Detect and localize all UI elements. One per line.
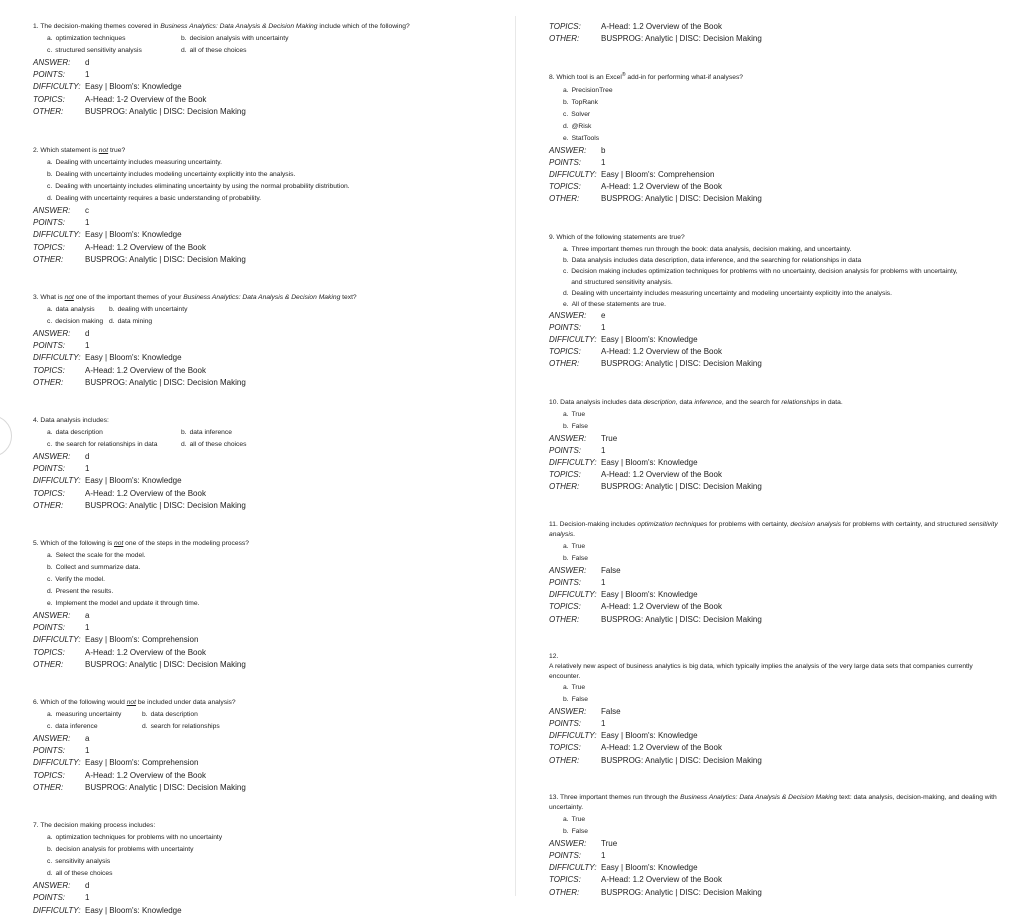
other-value: BUSPROG: Analytic | DISC: Decision Making <box>601 755 762 765</box>
options <box>549 409 999 433</box>
question-stem: 6. Which of the following would not be included under data analysis? <box>33 699 236 707</box>
other-value: BUSPROG: Analytic | DISC: Decision Making <box>85 254 246 264</box>
option-c: c. decision making <box>47 318 104 326</box>
answer-value: a <box>85 611 90 621</box>
question-13 <box>549 793 999 899</box>
option-a: a. True <box>563 410 586 418</box>
points-value: 1 <box>601 850 606 860</box>
question-2 <box>33 145 503 266</box>
option-b: b. data description <box>142 711 198 719</box>
question-meta: ANSWER: d POINTS: 1 DIFFICULTY: Easy | Bloom's: Knowledge TOPICS: A-Head: 1-2 Overview of the Book OTHER: BUSPROG: Analytic | DISC: Decision Making <box>33 57 503 118</box>
difficulty-value: Easy | Bloom's: Knowledge <box>601 731 698 741</box>
question-meta: ANSWER: d POINTS: 1 DIFFICULTY: Easy | Bloom's: Knowledge TOPICS: A-Head: 1.2 Overview of the Book OTHER: BUSPROG: Analytic | DISC: Decision Making <box>33 328 503 389</box>
option-d: d. @Risk <box>563 122 592 130</box>
answer-value: True <box>601 838 618 848</box>
option-a: a. True <box>563 815 586 823</box>
question-stem: 5. Which of the following is not one of the steps in the modeling process? <box>33 540 249 548</box>
difficulty-value: Easy | Bloom's: Knowledge <box>85 353 182 363</box>
question-meta: ANSWER: e POINTS: 1 DIFFICULTY: Easy | Bloom's: Knowledge TOPICS: A-Head: 1.2 Overview of the Book OTHER: BUSPROG: Analytic | DISC: Decision Making <box>549 310 999 371</box>
options <box>33 550 503 610</box>
other-value: BUSPROG: Analytic | DISC: Decision Making <box>601 887 762 897</box>
question-stem: 11. Decision-making includes optimization techniques for problems with certainty, decision analysis for problems with certainty, and structured sensitivity analysis. <box>549 520 998 538</box>
answer-value: d <box>85 881 90 891</box>
answer-value: c <box>85 206 89 216</box>
other-value: BUSPROG: Analytic | DISC: Decision Making <box>85 377 246 387</box>
points-value: 1 <box>601 718 606 728</box>
question-stem: 8. Which tool is an Excel® add-in for performing what-if analyses? <box>549 72 744 82</box>
difficulty-value: Easy | Bloom's: Comprehension <box>85 758 199 768</box>
question-stem: 13. Three important themes run through the Business Analytics: Data Analysis & Decision Making text: data analysis, decision-making, and dealing with uncertainty. <box>549 793 997 811</box>
difficulty-value: Easy | Bloom's: Knowledge <box>85 905 182 915</box>
question-9 <box>549 232 999 371</box>
option-b: b. decision analysis for problems with uncertainty <box>47 846 194 854</box>
options <box>549 814 999 838</box>
topics-value: A-Head: 1-2 Overview of the Book <box>85 94 207 104</box>
option-b: b. False <box>563 554 588 562</box>
option-b: b. Collect and summarize data. <box>47 564 141 572</box>
question-stem: 2. Which statement is not true? <box>33 147 126 155</box>
topics-value: A-Head: 1.2 Overview of the Book <box>85 365 206 375</box>
topics-value: A-Head: 1.2 Overview of the Book <box>601 182 722 192</box>
question-7-continued: TOPICS: A-Head: 1.2 Overview of the Book OTHER: BUSPROG: Analytic | DISC: Decision Making <box>549 21 999 45</box>
options <box>549 541 999 565</box>
topics-value: A-Head: 1.2 Overview of the Book <box>601 347 722 357</box>
difficulty-value: Easy | Bloom's: Knowledge <box>85 82 182 92</box>
other-value: BUSPROG: Analytic | DISC: Decision Making <box>601 614 762 624</box>
topics-value: A-Head: 1.2 Overview of the Book <box>601 743 722 753</box>
topics-value: A-Head: 1.2 Overview of the Book <box>601 470 722 480</box>
topics-value: A-Head: 1.2 Overview of the Book <box>601 602 722 612</box>
points-value: 1 <box>601 157 606 167</box>
question-4 <box>33 415 503 512</box>
answer-value: True <box>601 433 618 443</box>
option-e: e. All of these statements are true. <box>563 300 666 308</box>
question-meta: ANSWER: d POINTS: 1 DIFFICULTY: Easy | Bloom's: Knowledge <box>33 880 503 917</box>
option-e: e. Implement the model and update it through time. <box>47 600 200 608</box>
question-meta: ANSWER: a POINTS: 1 DIFFICULTY: Easy | Bloom's: Comprehension TOPICS: A-Head: 1.2 Overview of the Book OTHER: BUSPROG: Analytic | DISC: Decision Making <box>33 610 503 671</box>
option-c: c. structured sensitivity analysis <box>47 47 142 54</box>
question-11 <box>549 520 999 626</box>
question-1 <box>33 21 503 118</box>
option-b: b. False <box>563 422 588 430</box>
options <box>33 427 503 451</box>
difficulty-value: Easy | Bloom's: Knowledge <box>601 863 698 873</box>
options <box>33 709 503 733</box>
option-a: a. data analysis <box>47 306 95 314</box>
question-stem: 12. A relatively new aspect of business analytics is big data, which typically implies the analysis of the very large data sets that companies currently encounter. <box>549 652 999 682</box>
answer-value: a <box>85 734 90 744</box>
topics-value: A-Head: 1.2 Overview of the Book <box>601 22 722 31</box>
topics-value: A-Head: 1.2 Overview of the Book <box>601 875 722 885</box>
answer-value: d <box>85 452 90 462</box>
option-e: e. StatTools <box>563 134 600 142</box>
question-number: 12. <box>549 652 559 660</box>
other-value: BUSPROG: Analytic | DISC: Decision Making <box>601 194 762 204</box>
question-meta: ANSWER: False POINTS: 1 DIFFICULTY: Easy | Bloom's: Knowledge TOPICS: A-Head: 1.2 Overview of the Book OTHER: BUSPROG: Analytic | DISC: Decision Making <box>549 565 999 626</box>
options <box>33 832 503 880</box>
option-d: d. Dealing with uncertainty includes measuring uncertainty and modeling uncertainty explicitly into the analysis. <box>563 289 893 297</box>
topics-value: A-Head: 1.2 Overview of the Book <box>85 770 206 780</box>
points-value: 1 <box>85 893 90 903</box>
points-value: 1 <box>601 577 606 587</box>
option-a: a. PrecisionTree <box>563 86 613 94</box>
other-value: BUSPROG: Analytic | DISC: Decision Making <box>85 782 246 792</box>
other-value: BUSPROG: Analytic | DISC: Decision Making <box>85 106 246 116</box>
option-a: a. True <box>563 542 586 550</box>
option-a: a. data description <box>47 429 103 437</box>
question-stem: 1. The decision-making themes covered in Business Analytics: Data Analysis & Decision Making include which of the following? <box>33 23 410 30</box>
option-c: c. sensitivity analysis <box>47 858 111 866</box>
topics-value: A-Head: 1.2 Overview of the Book <box>85 242 206 252</box>
other-value: BUSPROG: Analytic | DISC: Decision Making <box>601 482 762 492</box>
other-value: BUSPROG: Analytic | DISC: Decision Making <box>601 359 762 369</box>
points-value: 1 <box>601 445 606 455</box>
option-a: a. optimization techniques for problems with no uncertainty <box>47 834 223 842</box>
option-b: b. Dealing with uncertainty includes modeling uncertainty explicitly into the analysis. <box>47 171 296 179</box>
answer-value: d <box>85 329 90 339</box>
options <box>549 85 999 145</box>
option-c: c. Decision making includes optimization techniques for problems with no uncertainty, decision analysis for problems with uncertainty, and structured sensitivity analysis. <box>563 267 958 286</box>
left-column <box>33 0 503 917</box>
question-10 <box>549 397 999 494</box>
option-c: c. the search for relationships in data <box>47 441 158 449</box>
question-3 <box>33 292 503 389</box>
answer-value: False <box>601 565 621 575</box>
option-b: b. False <box>563 827 588 835</box>
question-meta: ANSWER: c POINTS: 1 DIFFICULTY: Easy | Bloom's: Knowledge TOPICS: A-Head: 1.2 Overview of the Book OTHER: BUSPROG: Analytic | DISC: Decision Making <box>33 205 503 266</box>
question-stem: 3. What is not one of the important themes of your Business Analytics: Data Analysis & Decision Making text? <box>33 294 357 302</box>
answer-value: e <box>601 310 606 320</box>
answer-value: b <box>601 145 606 155</box>
answer-value: d <box>85 58 90 67</box>
option-b: b. decision analysis with uncertainty <box>181 35 289 42</box>
option-d: d. all of these choices <box>181 441 247 449</box>
question-stem: 10. Data analysis includes data description, data inference, and the search for relationships in data. <box>549 398 843 406</box>
option-c: c. Dealing with uncertainty includes eliminating uncertainty by using the normal probability distribution. <box>47 183 350 191</box>
points-value: 1 <box>85 746 90 756</box>
question-7 <box>33 820 503 917</box>
options <box>549 244 999 310</box>
question-meta: ANSWER: True POINTS: 1 DIFFICULTY: Easy | Bloom's: Knowledge TOPICS: A-Head: 1.2 Overview of the Book OTHER: BUSPROG: Analytic | DISC: Decision Making <box>549 838 999 899</box>
question-meta: ANSWER: b POINTS: 1 DIFFICULTY: Easy | Bloom's: Comprehension TOPICS: A-Head: 1.2 Overview of the Book OTHER: BUSPROG: Analytic | DISC: Decision Making <box>549 145 999 206</box>
option-a: a. optimization techniques <box>47 35 126 42</box>
difficulty-value: Easy | Bloom's: Knowledge <box>601 458 698 468</box>
options <box>33 33 503 57</box>
difficulty-value: Easy | Bloom's: Comprehension <box>601 170 715 180</box>
answer-value: False <box>601 706 621 716</box>
difficulty-value: Easy | Bloom's: Knowledge <box>601 590 698 600</box>
points-value: 1 <box>85 70 90 80</box>
question-12 <box>549 652 999 767</box>
question-6 <box>33 697 503 794</box>
question-meta: ANSWER: True POINTS: 1 DIFFICULTY: Easy | Bloom's: Knowledge TOPICS: A-Head: 1.2 Overview of the Book OTHER: BUSPROG: Analytic | DISC: Decision Making <box>549 433 999 494</box>
question-stem: 4. Data analysis includes: <box>33 417 109 425</box>
other-value: BUSPROG: Analytic | DISC: Decision Making <box>601 34 762 44</box>
points-value: 1 <box>85 623 90 633</box>
options <box>549 682 999 706</box>
right-column <box>549 0 999 899</box>
question-stem: 7. The decision making process includes: <box>33 822 156 830</box>
difficulty-value: Easy | Bloom's: Knowledge <box>85 476 182 486</box>
question-meta: ANSWER: a POINTS: 1 DIFFICULTY: Easy | Bloom's: Comprehension TOPICS: A-Head: 1.2 Overview of the Book OTHER: BUSPROG: Analytic | DISC: Decision Making <box>33 733 503 794</box>
option-d: d. Present the results. <box>47 588 114 596</box>
other-value: BUSPROG: Analytic | DISC: Decision Making <box>85 659 246 669</box>
option-a: a. Dealing with uncertainty includes measuring uncertainty. <box>47 159 222 167</box>
option-d: d. search for relationships <box>142 723 220 731</box>
question-meta: ANSWER: d POINTS: 1 DIFFICULTY: Easy | Bloom's: Knowledge TOPICS: A-Head: 1.2 Overview of the Book OTHER: BUSPROG: Analytic | DISC: Decision Making <box>33 451 503 512</box>
option-c: c. data inference <box>47 723 98 731</box>
option-a: a. Three important themes run through the book: data analysis, decision making, and uncertainty. <box>563 245 852 253</box>
topics-value: A-Head: 1.2 Overview of the Book <box>85 488 206 498</box>
question-meta: ANSWER: False POINTS: 1 DIFFICULTY: Easy | Bloom's: Knowledge TOPICS: A-Head: 1.2 Overview of the Book OTHER: BUSPROG: Analytic | DISC: Decision Making <box>549 706 999 767</box>
option-c: c. Solver <box>563 110 591 118</box>
difficulty-value: Easy | Bloom's: Knowledge <box>85 230 182 240</box>
other-value: BUSPROG: Analytic | DISC: Decision Making <box>85 500 246 510</box>
option-d: d. all of these choices <box>47 870 113 878</box>
option-b: b. False <box>563 695 588 703</box>
option-d: d. all of these choices <box>181 47 247 54</box>
option-d: d. Dealing with uncertainty requires a basic understanding of probability. <box>47 195 262 203</box>
option-d: d. data mining <box>109 318 153 326</box>
options <box>33 157 503 205</box>
points-value: 1 <box>85 341 90 351</box>
question-5 <box>33 538 503 671</box>
option-b: b. dealing with uncertainty <box>109 306 188 314</box>
page-edge-circle <box>0 415 12 457</box>
points-value: 1 <box>85 464 90 474</box>
option-a: a. measuring uncertainty <box>47 711 122 719</box>
option-b: b. data inference <box>181 429 232 437</box>
difficulty-value: Easy | Bloom's: Comprehension <box>85 635 199 645</box>
column-divider <box>515 16 516 896</box>
options <box>33 304 503 328</box>
option-a: a. Select the scale for the model. <box>47 552 146 560</box>
question-8 <box>549 69 999 205</box>
option-c: c. Verify the model. <box>47 576 106 584</box>
points-value: 1 <box>601 322 606 332</box>
points-value: 1 <box>85 218 90 228</box>
question-stem: 9. Which of the following statements are true? <box>549 233 685 241</box>
topics-value: A-Head: 1.2 Overview of the Book <box>85 647 206 657</box>
difficulty-value: Easy | Bloom's: Knowledge <box>601 335 698 345</box>
option-b: b. TopRank <box>563 98 598 106</box>
option-a: a. True <box>563 683 586 691</box>
option-b: b. Data analysis includes data description, data inference, and the searching for relationships in data <box>563 256 862 264</box>
